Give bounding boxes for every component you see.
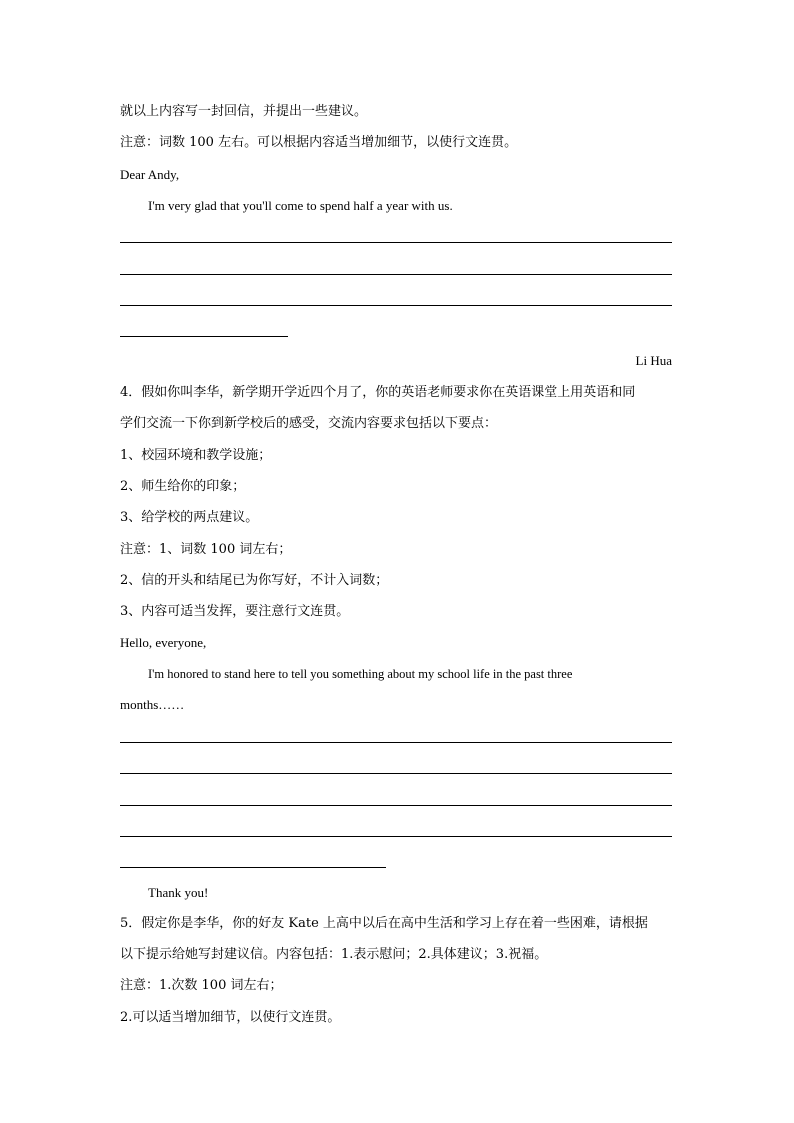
q4-point-2: 2、师生给你的印象；: [120, 479, 246, 494]
q4-note-3: 3、内容可适当发挥，要注意行文连贯。: [120, 604, 350, 619]
q4-closing: Thank you!: [148, 885, 209, 900]
q4-prompt-line-2: 学们交流一下你到新学校后的感受，交流内容要求包括以下要点：: [120, 416, 498, 431]
answer-line-short: [120, 336, 288, 337]
q4-point-1: 1、校园环境和教学设施；: [120, 448, 272, 463]
answer-line: [120, 836, 672, 837]
q4-opening-line-1: I'm honored to stand here to tell you something about my school life in the past three: [148, 667, 573, 681]
q4-point-3: 3、给学校的两点建议。: [120, 510, 259, 525]
q4-note-2: 2、信的开头和结尾已为你写好，不计入词数；: [120, 573, 389, 588]
answer-line: [120, 305, 672, 306]
q4-prompt-line-1: 4．假如你叫李华，新学期开学近四个月了，你的英语老师要求你在英语课堂上用英语和同: [120, 385, 636, 400]
q4-opening-line-2: months……: [120, 697, 185, 712]
answer-line: [120, 742, 672, 743]
answer-line: [120, 773, 672, 774]
q5-note-1: 注意：1.次数 100 词左右；: [120, 978, 283, 993]
q5-prompt-line-2: 以下提示给她写封建议信。内容包括：1.表示慰问；2.具体建议；3.祝福。: [120, 947, 548, 962]
answer-line-short: [120, 867, 386, 868]
q5-note-2: 2.可以适当增加细节，以使行文连贯。: [120, 1010, 341, 1025]
q3-signature: Li Hua: [635, 353, 672, 368]
q3-task-line: 就以上内容写一封回信，并提出一些建议。: [120, 104, 368, 119]
q4-note-1: 注意：1、词数 100 词左右；: [120, 542, 292, 557]
q3-salutation: Dear Andy,: [120, 167, 180, 182]
q3-opening-sentence: I'm very glad that you'll come to spend half a year with us.: [148, 198, 453, 213]
q4-greeting: Hello, everyone,: [120, 635, 207, 650]
answer-line: [120, 274, 672, 275]
answer-line: [120, 805, 672, 806]
q5-prompt-line-1: 5．假定你是李华，你的好友 Kate 上高中以后在高中生活和学习上存在着一些困难，请根据: [120, 916, 648, 931]
answer-line: [120, 242, 672, 243]
q3-note-line: 注意：词数 100 左右。可以根据内容适当增加细节，以使行文连贯。: [120, 135, 518, 150]
